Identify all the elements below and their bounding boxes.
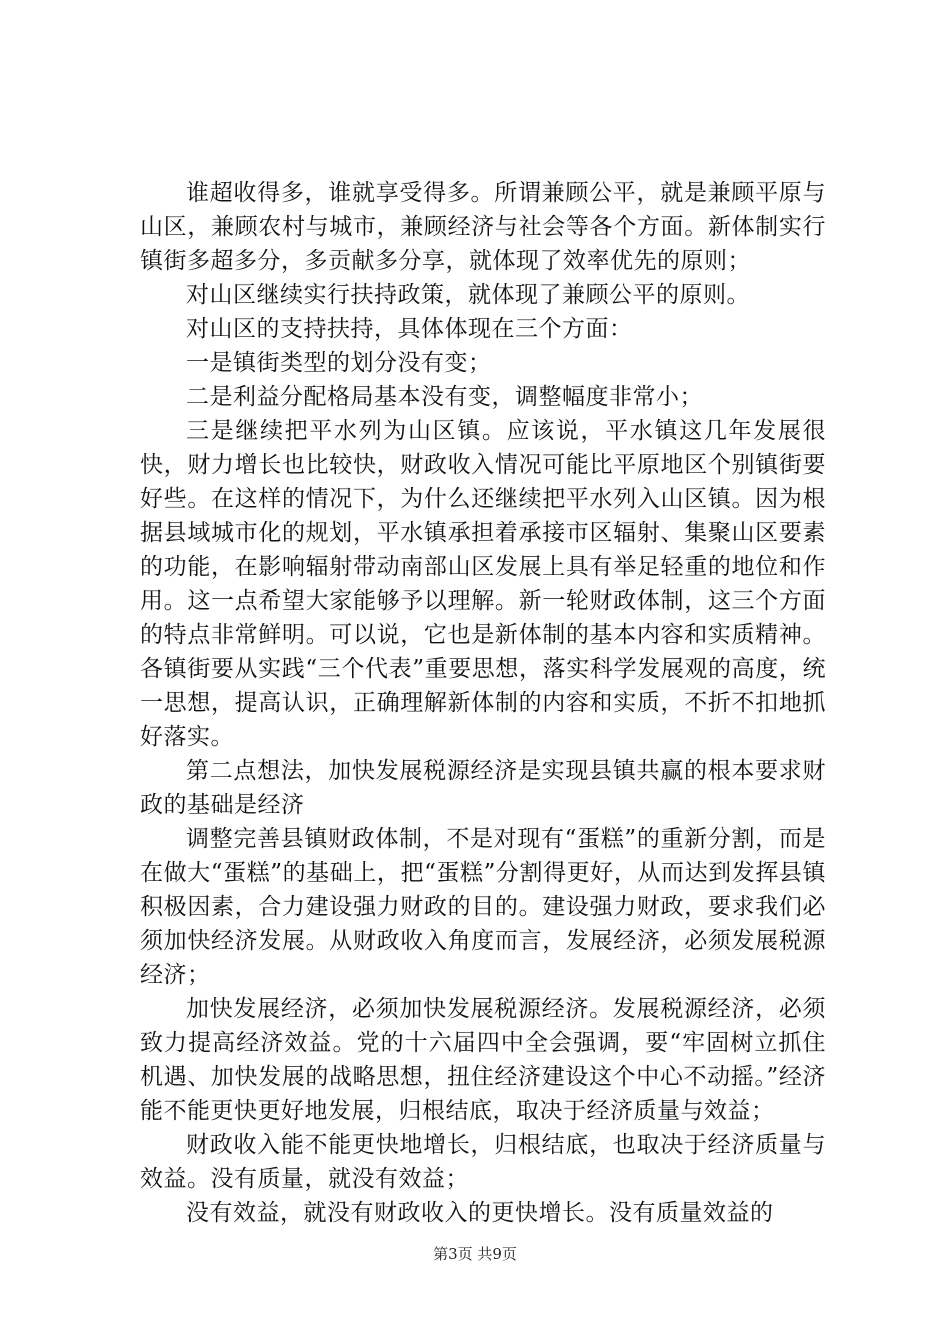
- paragraph: 调整完善县镇财政体制，不是对现有“蛋糕”的重新分割，而是在做大“蛋糕”的基础上，把“蛋糕”分割得更好，从而达到发挥县镇积极因素，合力建设强力财政的目的。建设强力财政，要求我们必须加快经济发展。从财政收入角度而言，发展经济，必须发展税源经济；: [140, 826, 826, 988]
- paragraph: 对山区的支持扶持，具体体现在三个方面：: [186, 316, 633, 342]
- paragraph: 加快发展经济，必须加快发展税源经济。发展税源经济，必须致力提高经济效益。党的十六届四中全会强调，要“牢固树立抓住机遇、加快发展的战略思想，扭住经济建设这个中心不动摇。”经济能不能更快更好地发展，归根结底，取决于经济质量与效益；: [140, 996, 826, 1124]
- paragraph: 一是镇街类型的划分没有变；: [186, 350, 492, 376]
- document-body: [140, 176, 826, 1230]
- paragraph: 没有效益，就没有财政收入的更快增长。没有质量效益的: [186, 1200, 774, 1226]
- paragraph: 财政收入能不能更快地增长，归根结底，也取决于经济质量与效益。没有质量，就没有效益；: [140, 1132, 826, 1192]
- paragraph: 三是继续把平水列为山区镇。应该说，平水镇这几年发展很快，财力增长也比较快，财政收入情况可能比平原地区个别镇街要好些。在这样的情况下，为什么还继续把平水列入山区镇。因为根据县域城市化的规划，平水镇承担着承接市区辐射、集聚山区要素的功能，在影响辐射带动南部山区发展上具有举足轻重的地位和作用。这一点希望大家能够予以理解。新一轮财政体制，这三个方面的特点非常鲜明。可以说，它也是新体制的基本内容和实质精神。各镇街要从实践“三个代表”重要思想，落实科学发展观的高度，统一思想，提高认识，正确理解新体制的内容和实质，不折不扣地抓好落实。: [140, 418, 826, 750]
- paragraph: 二是利益分配格局基本没有变，调整幅度非常小；: [186, 384, 703, 410]
- page-number-footer: 第3页 共9页: [433, 1245, 517, 1263]
- paragraph: 谁超收得多，谁就享受得多。所谓兼顾公平，就是兼顾平原与山区，兼顾农村与城市，兼顾经济与社会等各个方面。新体制实行镇街多超多分，多贡献多分享，就体现了效率优先的原则；: [140, 180, 826, 274]
- paragraph: 对山区继续实行扶持政策，就体现了兼顾公平的原则。: [186, 282, 750, 308]
- paragraph: 第二点想法，加快发展税源经济是实现县镇共赢的根本要求财政的基础是经济: [140, 758, 826, 818]
